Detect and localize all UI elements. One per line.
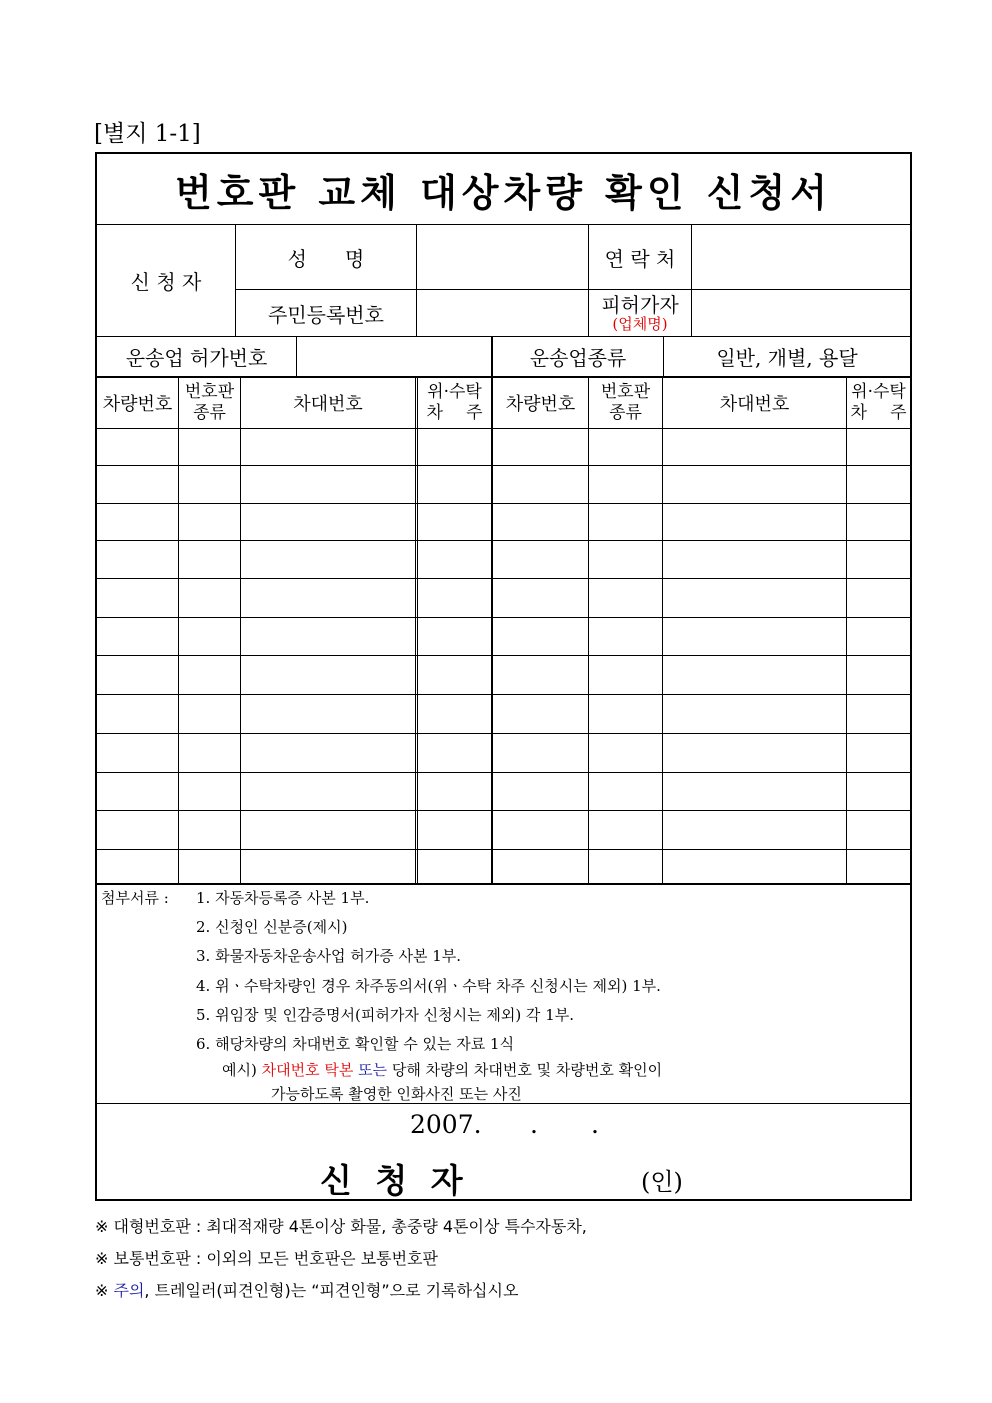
header-consign-2: [851, 403, 907, 424]
header-plate-type-col2: [589, 378, 662, 428]
contact-field[interactable]: [692, 225, 910, 289]
caution-text: , 트레일러(피견인형)는 “피견인형”으로 기록하십시오: [144, 1281, 519, 1300]
contact-label: 연 락 처: [604, 246, 676, 271]
caution-word: 주의: [113, 1281, 145, 1300]
header-consign-1: 위·수탁: [427, 382, 482, 402]
licensee-label-cell: [589, 290, 691, 336]
header-chassis-no-2: 차대번호: [719, 394, 790, 415]
header-consign-2b: 주: [890, 403, 907, 423]
permit-number-label: 운송업 허가번호: [125, 346, 268, 370]
example-prefix: 예시): [222, 1061, 257, 1079]
header-consign-2a: 차: [850, 403, 867, 423]
divider: [240, 377, 241, 883]
footnote-mark: ※: [95, 1281, 114, 1300]
date-dot: .: [591, 1110, 599, 1139]
date-dot: .: [530, 1110, 538, 1139]
attachment-example-line2: 가능하도록 촬영한 인화사진 또는 사진: [271, 1085, 522, 1103]
divider: [96, 694, 911, 695]
header-vehicle-no-2: 차량번호: [505, 394, 576, 415]
divider: [96, 540, 911, 541]
licensee-sub-label: (업체명): [612, 314, 668, 333]
attachments-label: 첨부서류 :: [101, 889, 169, 907]
licensee-field[interactable]: [692, 290, 910, 336]
divider: [846, 377, 847, 883]
header-consignment-col2: [847, 378, 910, 428]
form-title: 번호판 교체 대상차량 확인 신청서: [175, 169, 832, 215]
attachment-label: [별지 1-1]: [94, 121, 201, 147]
divider: [96, 772, 911, 773]
divider: [96, 503, 911, 504]
attachment-item: 6. 해당차량의 차대번호 확인할 수 있는 자료 1식: [196, 1035, 515, 1053]
divider: [415, 377, 416, 883]
divider: [96, 428, 911, 429]
attachment-item: 3. 화물자동차운송사업 허가증 사본 1부.: [196, 947, 462, 965]
divider: [96, 578, 911, 579]
header-plate-type-1: 번호판: [600, 382, 651, 402]
attachment-item: 2. 신청인 신분증(제시): [196, 918, 348, 936]
divider: [96, 883, 911, 885]
divider: [96, 465, 911, 466]
applicant-label: 신 청 자: [130, 270, 202, 294]
divider: [96, 617, 911, 618]
header-plate-type: [179, 378, 240, 428]
resident-id-label: 주민등록번호: [268, 302, 384, 327]
example-rest-text: 당해 차량의 차대번호 및 차량번호 확인이: [391, 1061, 663, 1079]
attachment-item: 4. 위ㆍ수탁차량인 경우 차주동의서(위ㆍ수탁 차주 신청시는 제외) 1부.: [196, 977, 661, 995]
name-field[interactable]: [417, 225, 588, 289]
date-year: 2007.: [410, 1110, 482, 1139]
divider: [96, 849, 911, 850]
header-plate-type-1: 번호판: [184, 382, 235, 402]
header-consignment: [418, 378, 491, 428]
name-label: 성 명: [287, 246, 365, 271]
header-chassis-no: 차대번호: [293, 394, 363, 415]
resident-id-field[interactable]: [417, 290, 588, 336]
divider: [96, 733, 911, 734]
attachment-item: 5. 위임장 및 인감증명서(피허가자 신청시는 제외) 각 1부.: [196, 1006, 574, 1024]
attachment-item: 1. 자동차등록증 사본 1부.: [196, 889, 370, 907]
divider: [178, 377, 179, 883]
example-blue-text: 또는: [358, 1061, 388, 1079]
licensee-label: 피허가자: [601, 292, 679, 317]
divider: [588, 377, 589, 883]
divider: [491, 377, 493, 883]
header-consign-2b: 주: [466, 403, 483, 423]
divider: [417, 377, 418, 883]
header-consign-2a: 차: [426, 403, 443, 423]
business-type-label: 운송업종류: [529, 346, 627, 370]
footnote-caution: [95, 1278, 518, 1301]
divider: [96, 810, 911, 811]
signature-applicant: 신 청 자: [320, 1161, 469, 1200]
seal-mark: (인): [641, 1168, 683, 1196]
header-plate-type-2: 종류: [193, 403, 226, 423]
divider: [662, 377, 663, 883]
header-plate-type-2: 종류: [609, 403, 642, 423]
footnote: ※ 보통번호판 : 이외의 모든 번호판은 보통번호판: [95, 1249, 438, 1268]
attachment-example: [222, 1059, 662, 1080]
footnote: ※ 대형번호판 : 최대적재량 4톤이상 화물, 총중량 4톤이상 특수자동차,: [95, 1217, 587, 1236]
business-type-value: 일반, 개별, 용달: [716, 346, 858, 370]
header-vehicle-no: 차량번호: [102, 394, 173, 415]
header-consign-1: 위·수탁: [851, 382, 906, 402]
divider: [96, 655, 911, 656]
header-consign-2: [427, 403, 483, 424]
example-red-text: 차대번호 탁본: [261, 1061, 354, 1079]
permit-number-field[interactable]: [297, 337, 491, 376]
